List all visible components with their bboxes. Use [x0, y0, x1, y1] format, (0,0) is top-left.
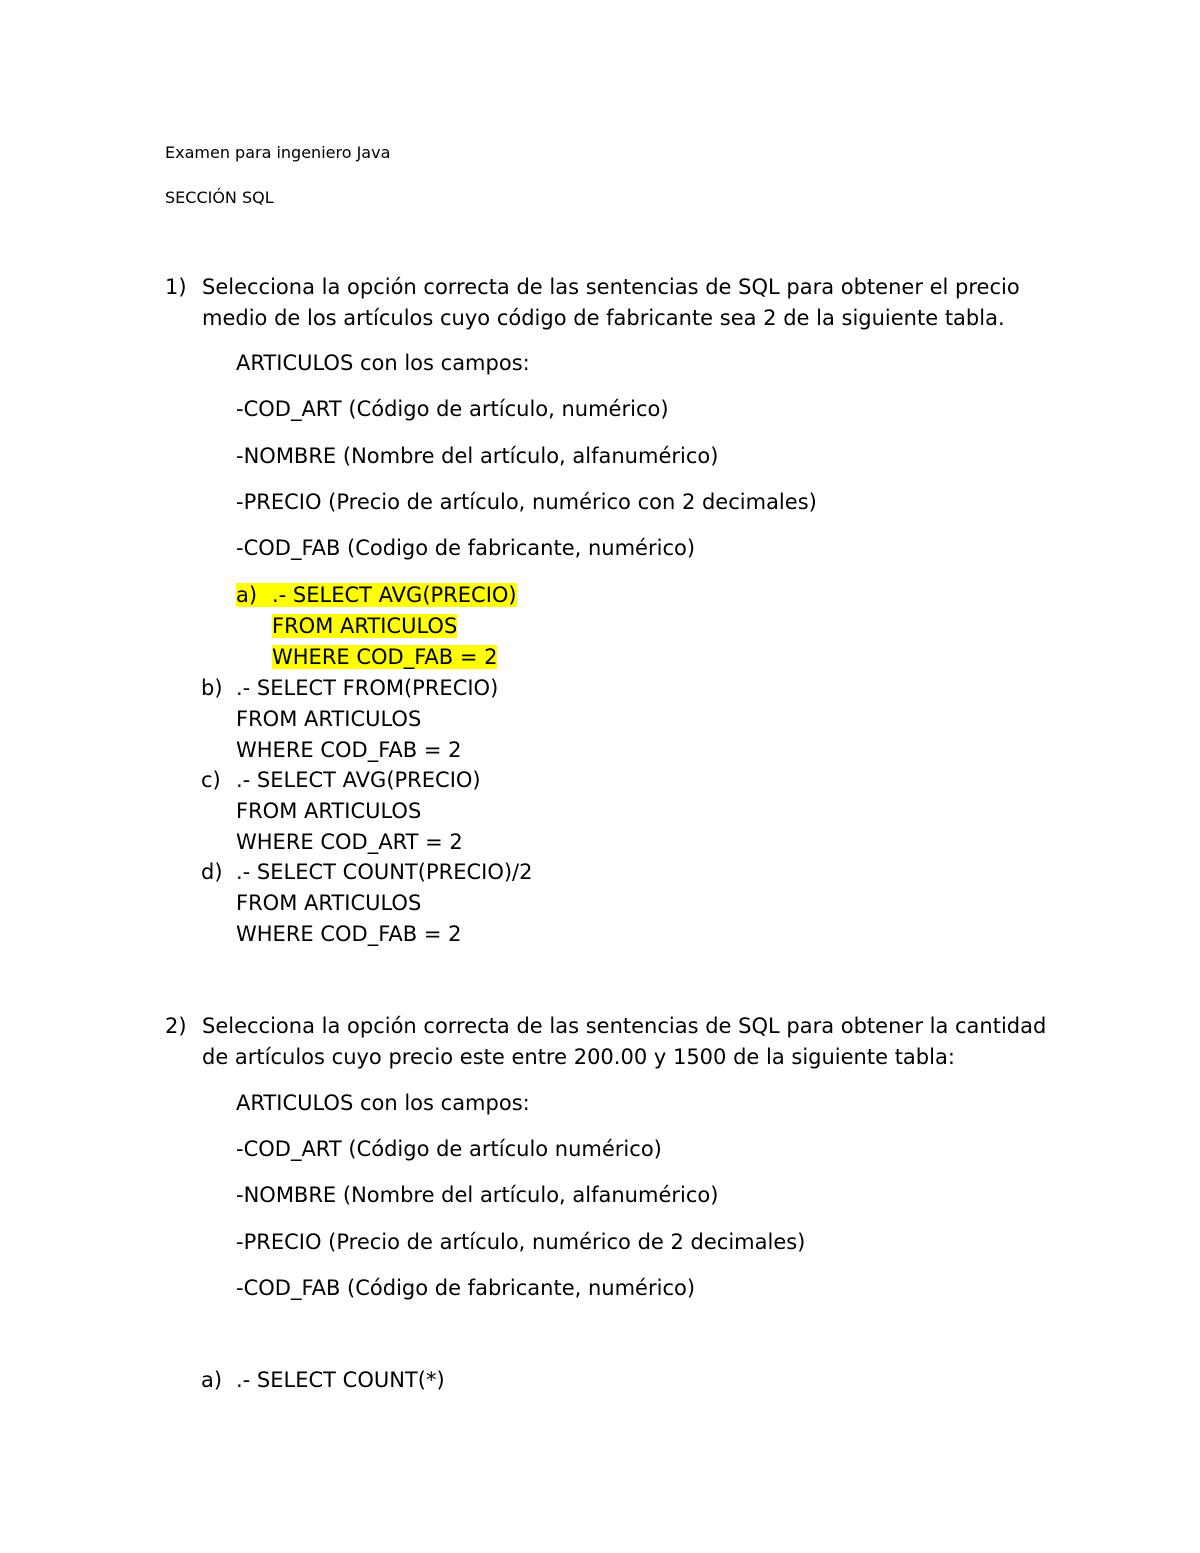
question-1-option-c-letter: c): [201, 768, 221, 792]
option-line-highlight: WHERE COD_FAB = 2: [272, 645, 498, 669]
question-1-option-b-line: WHERE COD_FAB = 2: [236, 738, 462, 762]
question-2-field: -NOMBRE (Nombre del artículo, alfanumérico): [236, 1183, 719, 1207]
question-1-field: -COD_ART (Código de artículo, numérico): [236, 397, 669, 421]
question-1-text: [202, 272, 1062, 334]
question-1-option-a-letter: [236, 580, 277, 611]
question-1-option-b-line: FROM ARTICULOS: [236, 707, 422, 731]
option-line-highlight: FROM ARTICULOS: [272, 614, 458, 638]
question-1-field: -NOMBRE (Nombre del artículo, alfanumérico): [236, 444, 719, 468]
question-2-option-a-letter: a): [201, 1368, 223, 1392]
question-2-text: [202, 1011, 1062, 1073]
question-2-field: -COD_FAB (Código de fabricante, numérico): [236, 1276, 696, 1300]
question-1-option-d-letter: d): [201, 860, 223, 884]
question-1-number: 1): [165, 275, 187, 299]
question-1-option-c-line: WHERE COD_ART = 2: [236, 830, 463, 854]
question-1-option-a-line: [272, 580, 517, 611]
option-line-highlight: .- SELECT AVG(PRECIO): [272, 583, 517, 607]
question-1-option-d-line: FROM ARTICULOS: [236, 891, 422, 915]
question-1-option-b-letter: b): [201, 676, 223, 700]
question-1-table-intro: ARTICULOS con los campos:: [236, 351, 530, 375]
question-1-option-c-line: FROM ARTICULOS: [236, 799, 422, 823]
section-title: SECCIÓN SQL: [165, 188, 274, 207]
question-2-table-intro: ARTICULOS con los campos:: [236, 1091, 530, 1115]
question-1-option-b-line: .- SELECT FROM(PRECIO): [236, 676, 499, 700]
question-1-field: -PRECIO (Precio de artículo, numérico con 2 decimales): [236, 490, 817, 514]
question-2-text-line: Selecciona la opción correcta de las sentencias de SQL para obtener la cantidad: [202, 1014, 1047, 1038]
question-1-option-a-line: [272, 611, 457, 642]
question-2-number: 2): [165, 1014, 187, 1038]
question-2-text-line: de artículos cuyo precio este entre 200.00 y 1500 de la siguiente tabla:: [202, 1045, 955, 1069]
question-1-option-d-line: WHERE COD_FAB = 2: [236, 922, 462, 946]
question-1-option-d-line: .- SELECT COUNT(PRECIO)/2: [236, 860, 533, 884]
question-2-field: -COD_ART (Código de artículo numérico): [236, 1137, 662, 1161]
question-1-text-line: Selecciona la opción correcta de las sentencias de SQL para obtener el precio: [202, 275, 1020, 299]
document-title: Examen para ingeniero Java: [165, 143, 391, 162]
question-1-text-line: medio de los artículos cuyo código de fabricante sea 2 de la siguiente tabla.: [202, 306, 1005, 330]
question-2-field: -PRECIO (Precio de artículo, numérico de 2 decimales): [236, 1230, 806, 1254]
question-1-option-a-line: [272, 642, 497, 673]
option-letter-highlight: a): [236, 583, 258, 607]
question-1-field: -COD_FAB (Codigo de fabricante, numérico): [236, 536, 696, 560]
question-1-option-c-line: .- SELECT AVG(PRECIO): [236, 768, 481, 792]
question-2-option-a-line: .- SELECT COUNT(*): [236, 1368, 445, 1392]
